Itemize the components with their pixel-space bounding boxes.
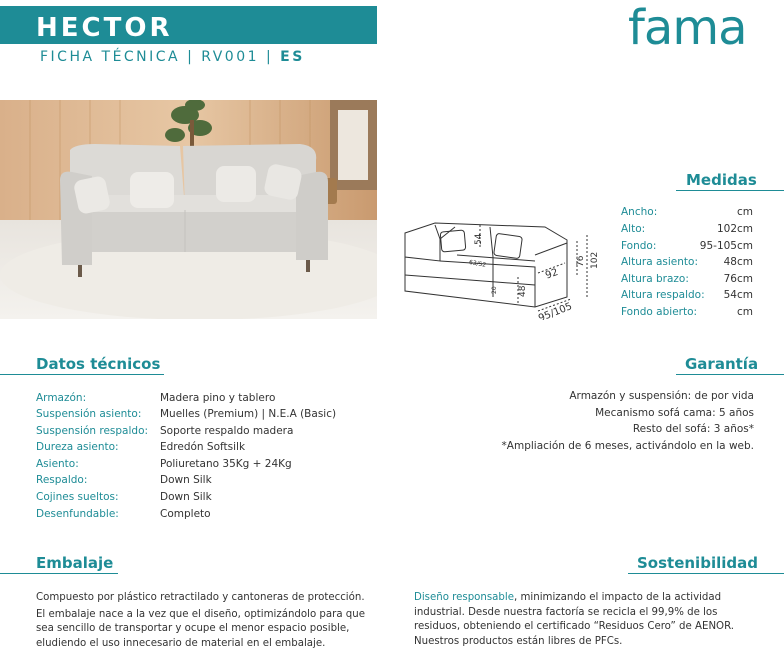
- medida-value: 54cm: [723, 289, 753, 301]
- dato-label: Cojines sueltos:: [36, 491, 119, 503]
- medidas-title: Medidas: [686, 171, 757, 189]
- medida-label: Altura brazo:: [621, 273, 689, 285]
- dim-63-52: 63/52: [468, 259, 487, 269]
- sostenibilidad-l3: residuos, obteniendo el certificado “Residuos Cero” de AENOR.: [414, 621, 735, 632]
- medida-value: 76cm: [723, 273, 753, 285]
- diseno-responsable-highlight: Diseño responsable: [414, 592, 514, 603]
- embalaje-title: Embalaje: [36, 554, 114, 572]
- dato-value: Muelles (Premium) | N.E.A (Basic): [160, 408, 337, 420]
- medida-label: Alto:: [621, 223, 646, 235]
- dim-76: 76: [576, 255, 586, 267]
- garantia-title: Garantía: [685, 355, 759, 373]
- dim-95-105: 95/105: [537, 301, 574, 320]
- sostenibilidad-l2: industrial. Desde nuestra factoría se recicla el 99,9% de los: [414, 606, 718, 618]
- garantia-line: Armazón y suspensión: de por vida: [569, 390, 754, 402]
- medida-value: cm: [736, 306, 753, 318]
- sostenibilidad-l1: , minimizando el impacto de la actividad: [514, 592, 722, 603]
- embalaje-text: [36, 591, 396, 651]
- dim-92: 92: [543, 266, 560, 282]
- datos-tecnicos-rule: [0, 374, 164, 375]
- medida-label: Altura asiento:: [621, 256, 698, 268]
- dato-label: Desenfundable:: [36, 508, 119, 520]
- datos-tecnicos-title: Datos técnicos: [36, 355, 161, 373]
- dato-label: Respaldo:: [36, 474, 88, 486]
- medida-label: Fondo abierto:: [621, 306, 698, 318]
- sostenibilidad-rule: [628, 573, 784, 574]
- garantia-line: Resto del sofá: 3 años*: [632, 423, 754, 435]
- dato-value: Down Silk: [160, 474, 212, 486]
- medidas-rule: [676, 190, 784, 191]
- dato-value: Poliuretano 35Kg + 24Kg: [160, 458, 292, 470]
- embalaje-p2-l2: sea sencillo de transportar y ocupe el menor espacio posible,: [36, 623, 350, 634]
- dim-48: 48: [518, 285, 528, 297]
- dato-value: Soporte respaldo madera: [160, 425, 294, 437]
- subtitle-main: FICHA TÉCNICA | RV001 |: [40, 49, 281, 65]
- dato-label: Suspensión respaldo:: [36, 425, 149, 437]
- embalaje-p2-l1: El embalaje nace a la vez que el diseño, optimizándolo para que: [36, 608, 365, 620]
- dato-value: Edredón Softsilk: [160, 441, 246, 453]
- dato-label: Dureza asiento:: [36, 441, 119, 453]
- sostenibilidad-text: [414, 591, 774, 649]
- embalaje-p1: Compuesto por plástico retractilado y cantoneras de protección.: [36, 592, 365, 603]
- fama-logo: fama: [628, 0, 747, 56]
- dato-label: Suspensión asiento:: [36, 408, 142, 420]
- medida-value: 48cm: [723, 256, 753, 268]
- dato-value: Down Silk: [160, 491, 212, 503]
- garantia-line: Mecanismo sofá cama: 5 años: [595, 407, 754, 419]
- medida-value: 102cm: [716, 223, 753, 235]
- embalaje-p2-l3: eludiendo el uso innecesario de material en el embalaje.: [36, 637, 326, 649]
- medida-value: 95-105cm: [699, 240, 753, 252]
- language-code: ES: [280, 49, 305, 65]
- dim-20: 20: [491, 286, 498, 294]
- dimension-diagram: [395, 205, 605, 320]
- medida-label: Altura respaldo:: [621, 289, 705, 301]
- product-photo: [0, 100, 377, 319]
- embalaje-rule: [0, 573, 118, 574]
- dim-102: 102: [590, 251, 600, 269]
- sostenibilidad-title: Sostenibilidad: [637, 554, 758, 572]
- dato-value: Completo: [160, 508, 211, 520]
- dato-label: Armazón:: [36, 392, 87, 404]
- garantia-line: *Ampliación de 6 meses, activándolo en la web.: [501, 440, 754, 452]
- medida-label: Ancho:: [621, 206, 658, 218]
- medida-label: Fondo:: [621, 240, 657, 252]
- document-subtitle: [40, 49, 305, 65]
- medida-value: cm: [736, 206, 753, 218]
- sostenibilidad-l4: Nuestros productos están libres de PFCs.: [414, 635, 623, 647]
- dato-value: Madera pino y tablero: [160, 392, 276, 404]
- dim-54: 54: [474, 233, 484, 245]
- title-bar: [0, 6, 377, 44]
- product-title: HECTOR: [36, 13, 173, 43]
- garantia-rule: [676, 374, 784, 375]
- dato-label: Asiento:: [36, 458, 79, 470]
